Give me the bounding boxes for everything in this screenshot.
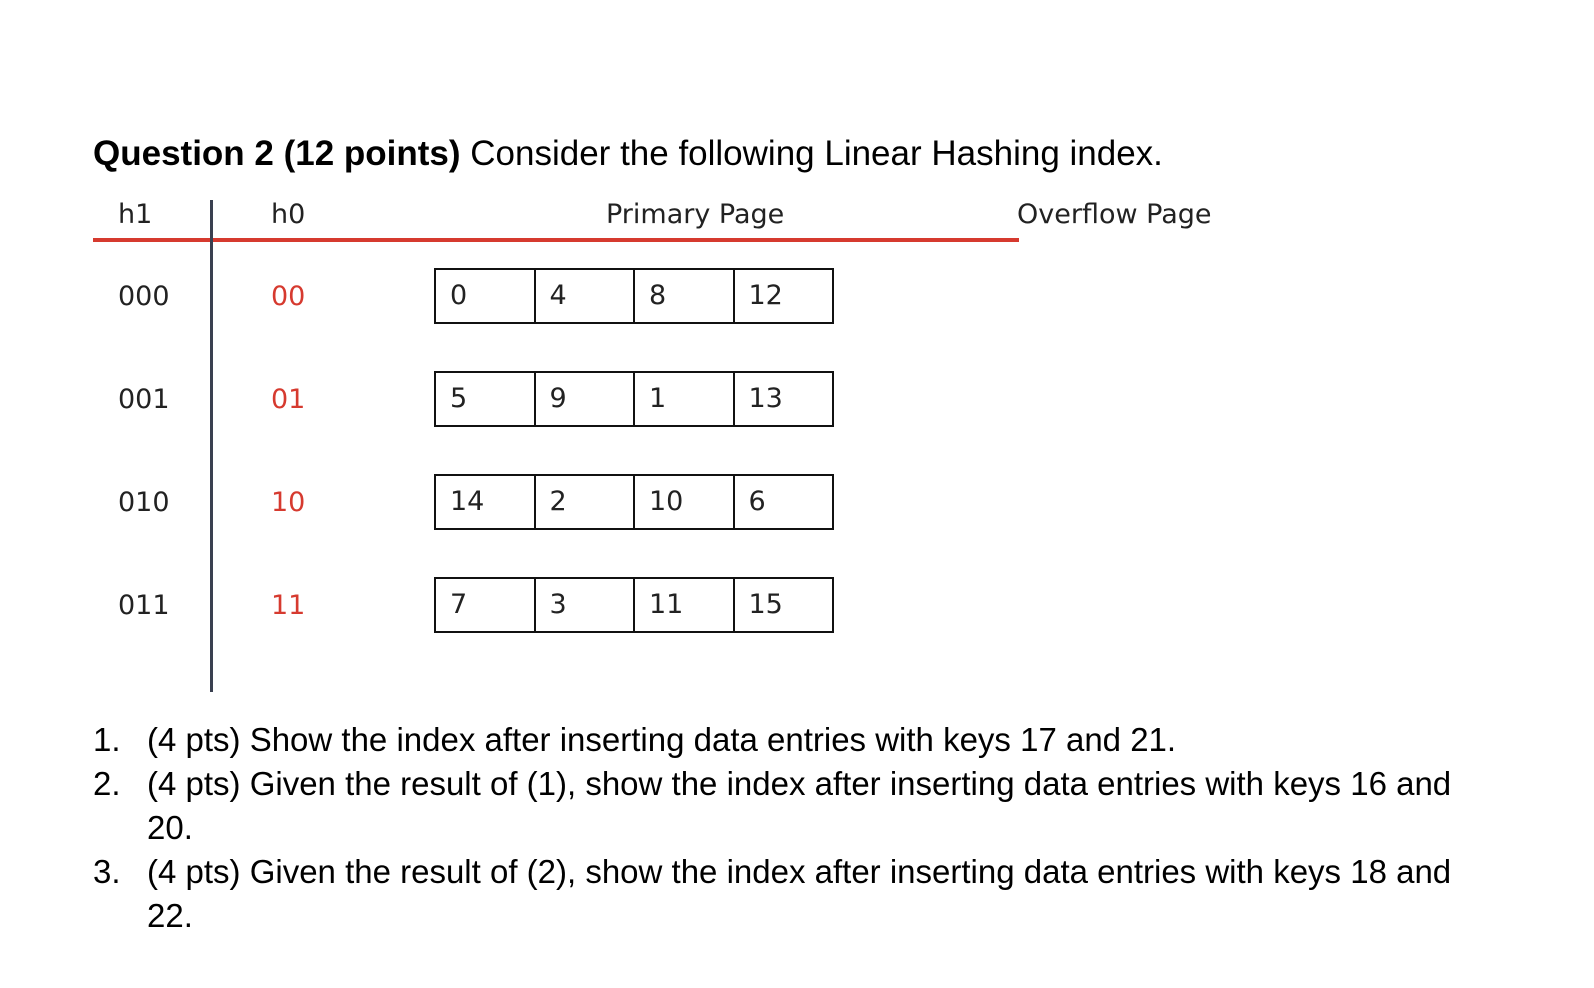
header-underline bbox=[93, 238, 1019, 242]
page-cell: 10 bbox=[635, 476, 735, 528]
question-title bbox=[93, 130, 1163, 178]
header-overflow-page: Overflow Page bbox=[1017, 199, 1212, 230]
page-cell: 9 bbox=[536, 373, 636, 425]
row-h1-value: 001 bbox=[118, 384, 170, 415]
task-item bbox=[93, 718, 1493, 762]
task-number: 3. bbox=[93, 853, 121, 890]
page-cell: 15 bbox=[748, 589, 783, 620]
page-cell: 3 bbox=[536, 579, 636, 631]
row-h1-value: 000 bbox=[118, 281, 170, 312]
primary-page bbox=[434, 268, 834, 324]
header-primary-page: Primary Page bbox=[606, 199, 785, 230]
question-label: Question 2 (12 points) bbox=[93, 134, 461, 173]
task-number: 1. bbox=[93, 721, 121, 758]
primary-page bbox=[434, 577, 834, 633]
page-cell: 12 bbox=[748, 280, 783, 311]
column-divider bbox=[210, 200, 213, 692]
row-h0-value: 11 bbox=[271, 590, 306, 621]
task-number: 2. bbox=[93, 765, 121, 802]
task-list bbox=[93, 718, 1493, 938]
task-text: (4 pts) Given the result of (1), show the index after inserting data entries with keys 16 and 20. bbox=[147, 765, 1452, 846]
page-cell: 13 bbox=[748, 383, 783, 414]
task-text: (4 pts) Show the index after inserting data entries with keys 17 and 21. bbox=[147, 721, 1177, 758]
page-cell: 0 bbox=[436, 270, 536, 322]
row-h0-value: 00 bbox=[271, 281, 306, 312]
question-text: Consider the following Linear Hashing index. bbox=[460, 134, 1163, 173]
header-h1: h1 bbox=[118, 199, 153, 230]
page-cell: 8 bbox=[635, 270, 735, 322]
row-h0-value: 10 bbox=[271, 487, 306, 518]
page-cell: 5 bbox=[436, 373, 536, 425]
page-cell: 4 bbox=[536, 270, 636, 322]
primary-page bbox=[434, 474, 834, 530]
header-h0: h0 bbox=[271, 199, 306, 230]
primary-page bbox=[434, 371, 834, 427]
page-cell: 1 bbox=[635, 373, 735, 425]
task-item bbox=[93, 850, 1493, 938]
page-cell: 11 bbox=[635, 579, 735, 631]
task-text: (4 pts) Given the result of (2), show the index after inserting data entries with keys 18 and 22. bbox=[147, 853, 1452, 934]
row-h1-value: 011 bbox=[118, 590, 170, 621]
row-h1-value: 010 bbox=[118, 487, 170, 518]
page-cell: 14 bbox=[436, 476, 536, 528]
row-h0-value: 01 bbox=[271, 384, 306, 415]
page-cell: 6 bbox=[748, 486, 766, 517]
page-cell: 7 bbox=[436, 579, 536, 631]
task-item bbox=[93, 762, 1493, 850]
page-cell: 2 bbox=[536, 476, 636, 528]
